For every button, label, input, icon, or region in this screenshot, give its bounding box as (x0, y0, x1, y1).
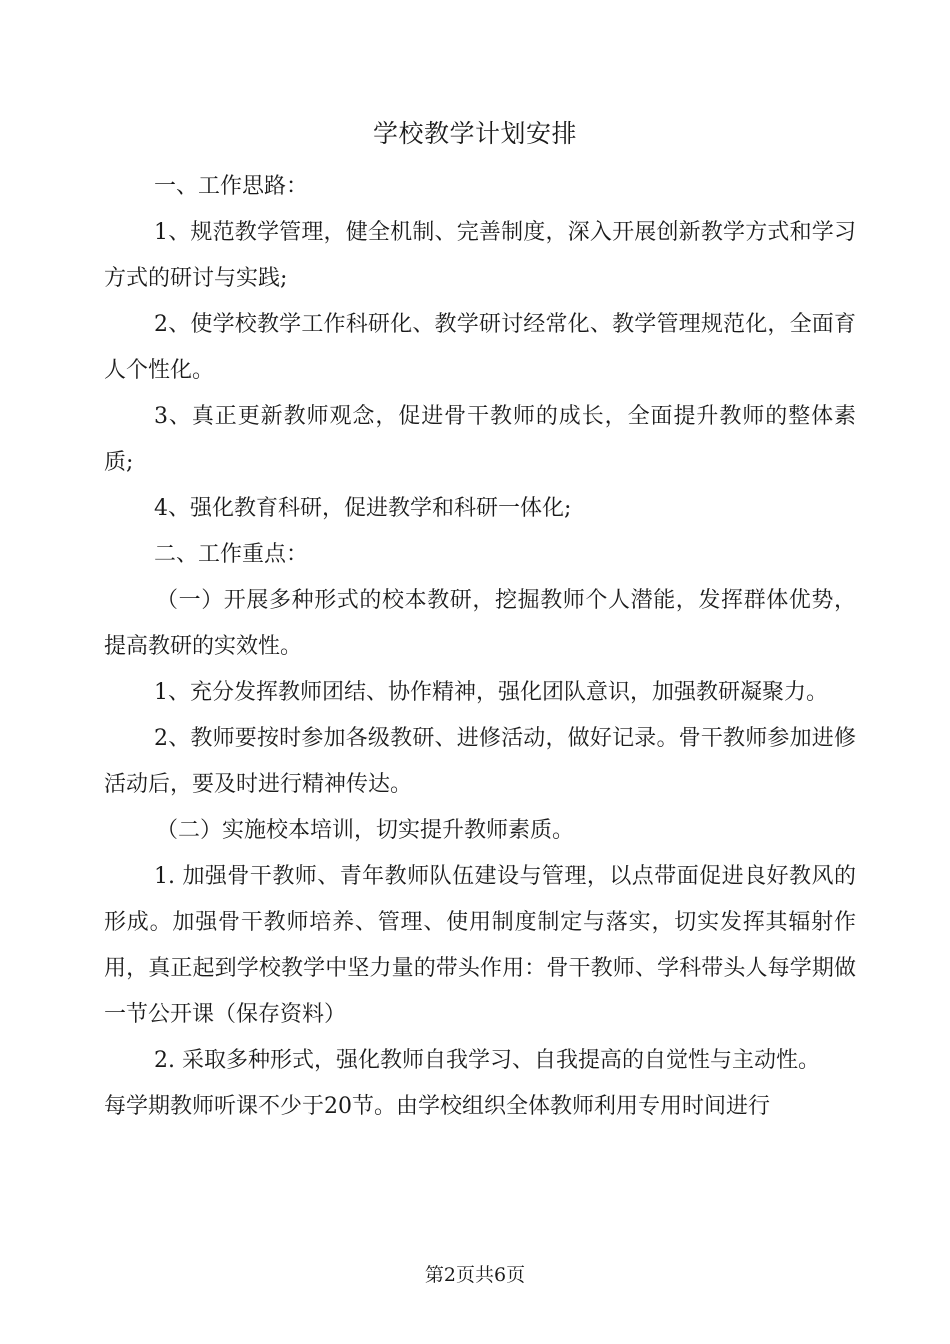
paragraph-3: 3、真正更新教师观念，促进骨干教师的成长，全面提升教师的整体素质; (104, 404, 856, 475)
section-heading-2: 二、工作重点： (154, 542, 309, 567)
paragraph-4: 4、强化教育科研，促进教学和科研一体化; (154, 496, 572, 521)
paragraph-2: 2、使学校教学工作科研化、教学研讨经常化、教学管理规范化，全面育人个性化。 (104, 312, 856, 383)
page-footer: 第2页共6页 (424, 1264, 526, 1286)
document-title: 学校教学计划安排 (372, 119, 577, 148)
paragraph-5: 1、充分发挥教师团结、协作精神，强化团队意识，加强教研凝聚力。 (154, 680, 828, 705)
section-heading-1: 一、工作思路： (154, 174, 309, 199)
paragraph-9: 每学期教师听课不少于20节。由学校组织全体教师利用专用时间进行 (104, 1094, 770, 1119)
document-body (104, 164, 856, 1130)
subsection-heading-1: （一）开展多种形式的校本教研，挖掘教师个人潜能，发挥群体优势，提高教研的实效性。 (104, 588, 856, 659)
subsection-heading-2: （二）实施校本培训，切实提升教师素质。 (156, 818, 575, 843)
paragraph-8: 2. 采取多种形式，强化教师自我学习、自我提高的自觉性与主动性。 (154, 1048, 820, 1073)
paragraph-7: 1. 加强骨干教师、青年教师队伍建设与管理，以点带面促进良好教风的形成。加强骨干教师培养、管理、使用制度制定与落实，切实发挥其辐射作用，真正起到学校教学中坚力量的带头作用：骨干教师、学科带头人每学期做一节公开课（保存资料） (104, 864, 856, 1027)
paragraph-1: 1、规范教学管理，健全机制、完善制度，深入开展创新教学方式和学习方式的研讨与实践; (104, 220, 856, 291)
paragraph-6: 2、教师要按时参加各级教研、进修活动，做好记录。骨干教师参加进修活动后，要及时进行精神传达。 (104, 726, 856, 797)
